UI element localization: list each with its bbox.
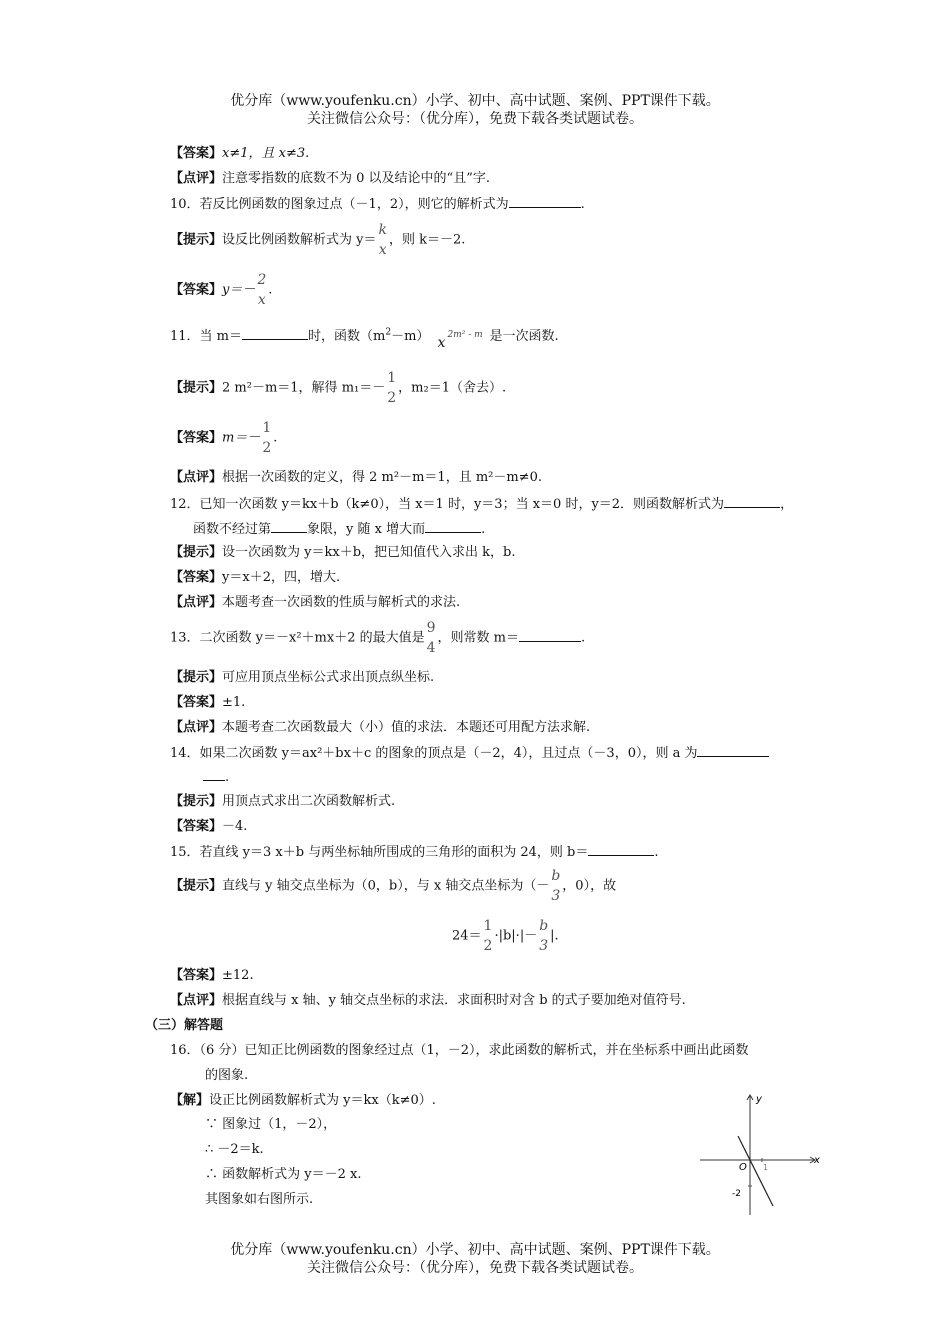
answer-blank[interactable] [697, 744, 769, 757]
q15-stem: 15．若直线 y＝3 x＋b 与两坐标轴所围成的三角形的面积为 24，则 b＝ . [170, 845, 659, 860]
q13-stem: 13．二次函数 y＝－x²＋mx＋2 的最大值是 9 4 ，则常数 m＝ . [170, 620, 586, 656]
q14-answer: 【答案】－4. [170, 819, 248, 834]
answer-blank-cont[interactable] [203, 768, 225, 781]
q13-comment: 【点评】本题考查二次函数最大（小）值的求法．本题还可用配方法求解. [170, 720, 591, 735]
footer-line-1: 优分库（www.youfenku.cn）小学、初中、高中试题、案例、PPT课件下载。 [230, 1242, 720, 1258]
q10-hint: 【提示】设反比例函数解析式为 y＝ k x ，则 k＝－2. [170, 222, 466, 258]
q14-hint: 【提示】用顶点式求出二次函数解析式. [170, 794, 396, 809]
fraction: b 3 [539, 918, 549, 954]
answer-blank[interactable] [724, 495, 780, 508]
q9-comment: 【点评】注意零指数的底数不为 0 以及结论中的“且”字. [170, 171, 490, 186]
q16-step-3: ∴ 函数解析式为 y＝－2 x. [205, 1167, 362, 1182]
q12-stem-1: 12．已知一次函数 y＝kx＋b（k≠0），当 x＝1 时，y＝3；当 x＝0 时，y＝2．则函数解析式为 ， [170, 497, 794, 512]
fraction: 1 2 [483, 918, 493, 954]
fraction: b 3 [551, 868, 561, 904]
power-expression: x 2m² - m [437, 330, 483, 351]
y-axis-label: y [756, 1094, 762, 1105]
q12-hint: 【提示】设一次函数为 y＝kx＋b，把已知值代入求出 k，b. [170, 545, 516, 560]
fraction: 1 2 [262, 420, 272, 456]
fraction: 1 2 [387, 370, 397, 406]
q12-comment: 【点评】本题考查一次函数的性质与解析式的求法. [170, 595, 461, 610]
q10-answer: 【答案】y＝－ 2 x . [170, 272, 273, 308]
fraction: 9 4 [426, 620, 436, 656]
coordinate-graph [700, 1090, 830, 1220]
answer-blank[interactable] [425, 520, 481, 533]
q13-hint: 【提示】可应用顶点坐标公式求出顶点纵坐标. [170, 670, 435, 685]
q16-stem-1: 16．（6 分）已知正比例函数的图象经过点（1，－2），求此函数的解析式，并在坐标系中画出此函数 [170, 1043, 749, 1058]
q16-step-2: ∴ －2＝k. [205, 1142, 264, 1157]
header-line-2: 关注微信公众号：（优分库），免费下载各类试题试卷。 [307, 111, 643, 127]
q14-stem-2: . [203, 768, 229, 787]
section-title: （三）解答题 [145, 1018, 224, 1033]
q11-stem: 11．当 m＝ 时，函数$(m^2-m)$ x 2m² - m 是一次函数. [170, 322, 559, 346]
answer-blank[interactable] [509, 195, 581, 208]
q11-comment: 【点评】根据一次函数的定义，得 2 m²－m＝1，且 m²－m≠0. [170, 470, 542, 485]
q15-answer: 【答案】±12. [170, 968, 254, 983]
page-footer [0, 1241, 950, 1277]
x-axis-label: x [814, 1155, 820, 1166]
q12-answer: 【答案】y＝x＋2，四，增大. [170, 570, 341, 585]
q16-step-1: ∵ 图象过（1，－2）， [205, 1117, 337, 1132]
q12-stem-2: 函数不经过第 象限，y 随 x 增大而 . [193, 522, 486, 537]
q13-answer: 【答案】±1. [170, 695, 246, 710]
q15-hint: 【提示】直线与 y 轴交点坐标为（0，b），与 x 轴交点坐标为（－ b 3 ，0），故 [170, 868, 617, 904]
q9-answer: 【答案】x≠1，且 x≠3. [170, 146, 310, 161]
q15-equation: 24＝ 1 2 ·|b|·|－ b 3 |. [452, 918, 559, 954]
origin-label: O [739, 1162, 747, 1173]
footer-line-2: 关注微信公众号：（优分库），免费下载各类试题试卷。 [307, 1260, 643, 1276]
q11-answer: 【答案】m＝－ 1 2 . [170, 420, 278, 456]
q16-solve: 【解】设正比例函数解析式为 y＝kx（k≠0）. [170, 1093, 436, 1108]
q10-stem: 10．若反比例函数的图象过点（－1，2），则它的解析式为 . [170, 197, 585, 212]
fraction: 2 x [257, 272, 267, 308]
fraction: k x [378, 222, 387, 258]
page-header [0, 92, 950, 128]
answer-blank[interactable] [271, 520, 307, 533]
x-tick-label: 1 [763, 1163, 769, 1172]
q16-stem-2: 的图象. [205, 1068, 249, 1083]
answer-blank[interactable] [242, 327, 308, 340]
y-tick-label: -2 [732, 1189, 741, 1199]
q14-stem-1: 14．如果二次函数 y＝ax²＋bx＋c 的图象的顶点是（－2，4），且过点（－3，0），则 a 为 [170, 744, 769, 763]
header-line-1: 优分库（www.youfenku.cn）小学、初中、高中试题、案例、PPT课件下载。 [230, 93, 720, 109]
answer-blank[interactable] [588, 843, 654, 856]
q15-comment: 【点评】根据直线与 x 轴、y 轴交点坐标的求法．求面积时对含 b 的式子要加绝对值符号. [170, 993, 686, 1008]
answer-blank[interactable] [519, 629, 581, 642]
q16-step-4: 其图象如右图所示. [205, 1192, 314, 1207]
q11-hint: 【提示】2 m²－m＝1，解得 m₁＝－ 1 2 ，m₂＝1（舍去）. [170, 370, 507, 406]
